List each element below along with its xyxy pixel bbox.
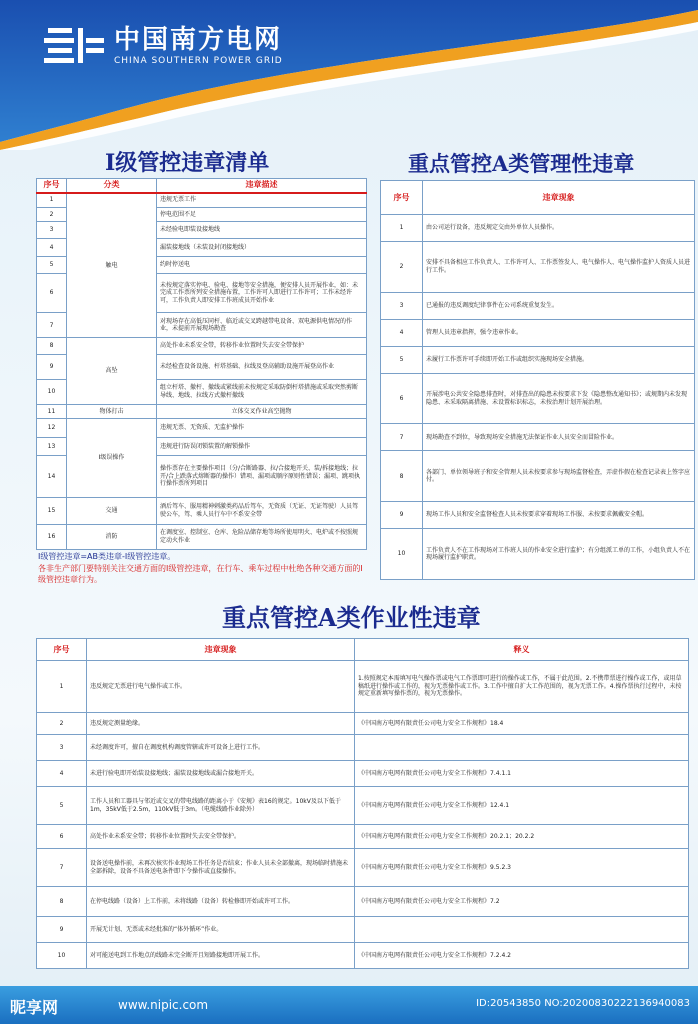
table3-row-explanation: 《中国南方电网有限责任公司电力安全工作规程》12.4.1 — [355, 787, 689, 825]
table2-row-desc: 各部门、单位领导班子和安全管理人员未按要求参与现场监督检查，弄虚作假在检查记录表上签字应付。 — [423, 451, 695, 502]
table3-row-no: 9 — [37, 917, 87, 943]
watermark-url: www.nipic.com — [118, 998, 209, 1012]
table3-header-no: 序号 — [37, 639, 87, 661]
table2-row-desc: 由公司运行设备，违反规定交由外单位人员操作。 — [423, 215, 695, 242]
table1-row-desc: 停电范围不足 — [157, 207, 367, 222]
table3-row-explanation: 《中国南方电网有限责任公司电力安全工作规程》7.4.1.1 — [355, 761, 689, 787]
table3-row-explanation: 《中国南方电网有限责任公司电力安全工作规程》9.5.2.3 — [355, 849, 689, 887]
table3-header-explanation: 释义 — [355, 639, 689, 661]
table1-row-desc: 高处作业未系安全带，转移作业位置时失去安全带保护 — [157, 338, 367, 355]
table1-row-desc: 对现场存在高低压同杆、临近或交叉跨越带电设备、双电源供电情况的作业，未提前开展现场勘查 — [157, 313, 367, 338]
table3-row-desc: 工作人员和工器具与邻近或交叉的带电线路的距离小于《安规》表16的规定。10kV及以下低于1m，35kV低于2.5m，110kV低于3m。（电缆线路作业除外） — [87, 787, 355, 825]
table2-row-desc: 已通报的违反调度纪律事件在公司系统重复发生。 — [423, 292, 695, 319]
table2-row-desc: 未履行工作票许可手续即开始工作或组织实施现场安全措施。 — [423, 346, 695, 373]
table1-row-desc: 在调度室、控制室、仓库、危险品储存地等场所使用明火、电炉或不按照规定动火作业 — [157, 524, 367, 549]
table1-category: 高坠 — [67, 338, 157, 404]
table2-row-no: 4 — [381, 319, 423, 346]
table1-row-no: 5 — [37, 257, 67, 274]
table1-category: 消防 — [67, 524, 157, 549]
table1-row-no: 12 — [37, 419, 67, 438]
table3-row-explanation — [355, 917, 689, 943]
table1-row-no: 13 — [37, 437, 67, 456]
table1-row-desc: 操作票存在主要操作项目（分/合断路器、拉/合接地开关、装/拆接地线；拉开/合上跌落式熔断器的操作）错项、漏项或顺序原则性错误；漏项、跳项执行操作票所列项目 — [157, 456, 367, 498]
table1-row-no: 8 — [37, 338, 67, 355]
table2-row-desc: 现场工作人员和安全监督检查人员未按要求穿着现场工作服、未按要求佩戴安全帽。 — [423, 502, 695, 529]
table1-row-no: 3 — [37, 222, 67, 239]
table3-row-explanation: 《中国南方电网有限责任公司电力安全工作规程》7.2.4.2 — [355, 943, 689, 969]
table2-row-no: 2 — [381, 241, 423, 292]
table3-row-no: 4 — [37, 761, 87, 787]
logo — [42, 24, 283, 68]
table3-row-desc: 设备送电操作前，未再次核实作业现场工作任务是否结束；作业人员未全部撤离，现场临时措施未全部拆除，设备不具备送电条件即下令操作或直接操作。 — [87, 849, 355, 887]
logo-text-cn: 中国南方电网 — [114, 25, 283, 55]
footer-watermark-bar — [0, 986, 698, 1024]
table2-header-phenomenon: 违章现象 — [423, 181, 695, 215]
watermark-logo: 昵享网 — [10, 998, 59, 1017]
table2 — [380, 180, 695, 580]
table3-row-desc: 违反规定无票进行电气操作或工作。 — [87, 661, 355, 713]
table3-row-explanation — [355, 735, 689, 761]
table3-row-explanation: 《中国南方电网有限责任公司电力安全工作规程》18.4 — [355, 713, 689, 735]
table1-row-no: 14 — [37, 456, 67, 498]
table2-row-no: 9 — [381, 502, 423, 529]
table3-row-desc: 在停电线路（设备）上工作前，未将线路（设备）转检修即开始或许可工作。 — [87, 887, 355, 917]
table1-row-no: 9 — [37, 354, 67, 379]
table1-note-2: 各非生产部门要特别关注交通方面的Ⅰ级管控违章，在行车、乘车过程中杜绝各种交通方面的Ⅰ级管控违章行为。 — [38, 564, 363, 584]
table1-title: Ⅰ级管控违章清单 — [105, 150, 270, 176]
table1-row-desc: 未经检查设备设施、杆塔基础、拉线及登高辅助设施开展登高作业 — [157, 354, 367, 379]
table3-row-no: 5 — [37, 787, 87, 825]
logo-text-en: CHINA SOUTHERN POWER GRID — [114, 56, 283, 66]
header-banner — [0, 0, 698, 150]
table1-row-no: 2 — [37, 207, 67, 222]
table2-row-no: 6 — [381, 373, 423, 424]
table1-header-category: 分类 — [67, 179, 157, 193]
table1-row-desc: 漏装接地线（未装设封闭接地线） — [157, 238, 367, 257]
table1-row-desc: 违规无票工作 — [157, 193, 367, 208]
table1-header-description: 违章描述 — [157, 179, 367, 193]
table3-row-no: 8 — [37, 887, 87, 917]
table1-row-no: 7 — [37, 313, 67, 338]
table3-row-desc: 对可能送电到工作地点的线路未完全断开且短路接地即开展工作。 — [87, 943, 355, 969]
table2-row-desc: 开展涉电公共安全隐患排查时，对排查出的隐患未按要求下发《隐患整改通知书》；或规期内未发现隐患、未采取隔离措施、未设置标识标志，未按治理计划开展治理。 — [423, 373, 695, 424]
table2-row-no: 7 — [381, 424, 423, 451]
table3 — [36, 638, 689, 969]
table1-row-desc: 立体交叉作业高空抛物 — [157, 404, 367, 419]
table3-row-explanation: 1.按照规定本需填写电气操作票或电气工作票即可进行的操作或工作，不属于此范围。2.不携带票进行操作或工作，或用草稿纸进行操作或工作的，视为无票操作或工作。3.工作中擅自扩大工作范围的，视为无票工作。4.操作票执行过程中，未按规定重新填写操作票的，视为无票操作。 — [355, 661, 689, 713]
table1-row-no: 1 — [37, 193, 67, 208]
watermark-id: ID:20543850 NO:20200830222136940083 — [476, 998, 690, 1009]
table3-row-desc: 开展无计划、无票或未经批准的“体外循环”作业。 — [87, 917, 355, 943]
table1-row-no: 10 — [37, 379, 67, 404]
table2-row-no: 5 — [381, 346, 423, 373]
table3-title: 重点管控A类作业性违章 — [222, 603, 481, 632]
table2-row-no: 3 — [381, 292, 423, 319]
table3-row-no: 1 — [37, 661, 87, 713]
table3-row-no: 3 — [37, 735, 87, 761]
table2-row-desc: 管理人员违章指挥，强令违章作业。 — [423, 319, 695, 346]
table1-category: Ⅰ级误操作 — [67, 419, 157, 498]
table1-row-desc: 约时停送电 — [157, 257, 367, 274]
table2-row-desc: 工作负责人不在工作现场对工作班人员的作业安全进行监护；有分组派工单的工作，小组负责人不在现场履行监护职责。 — [423, 529, 695, 580]
table2-row-no: 1 — [381, 215, 423, 242]
table2-row-no: 8 — [381, 451, 423, 502]
table1-row-desc: 未按规定落实停电、验电、接地等安全措施，便安排人员开展作业，如：未完成工作票所列安全措施布置，工作许可人即进行工作许可；工作未经许可，工作负责人即安排工作班成员开始作业 — [157, 273, 367, 312]
table1-row-no: 15 — [37, 497, 67, 524]
table1-row-desc: 未经验电即装设接地线 — [157, 222, 367, 239]
table1-row-no: 11 — [37, 404, 67, 419]
table1-header-no: 序号 — [37, 179, 67, 193]
table3-row-desc: 未进行验电即开始装设接地线；漏装设接地线或漏合接地开关。 — [87, 761, 355, 787]
table3-row-desc: 高处作业未系安全带；转移作业位置时失去安全带保护。 — [87, 825, 355, 849]
table2-row-no: 10 — [381, 529, 423, 580]
table2-row-desc: 现场勘查不到位，导致现场安全措施无法保证作业人员安全而冒险作业。 — [423, 424, 695, 451]
table1-row-no: 6 — [37, 273, 67, 312]
table1-row-no: 16 — [37, 524, 67, 549]
table1-row-desc: 违规无票、无资质、无监护操作 — [157, 419, 367, 438]
table1-category: 交通 — [67, 497, 157, 524]
table1-category: 触电 — [67, 193, 157, 338]
table3-row-no: 2 — [37, 713, 87, 735]
table3-row-no: 7 — [37, 849, 87, 887]
table3-row-explanation: 《中国南方电网有限责任公司电力安全工作规程》7.2 — [355, 887, 689, 917]
table1-row-no: 4 — [37, 238, 67, 257]
table3-row-desc: 违反规定测量绝缘。 — [87, 713, 355, 735]
table1-row-desc: 违规进行防误闭锁装置的解锁操作 — [157, 437, 367, 456]
table2-row-desc: 安排不具备相应工作负责人、工作许可人、工作票签发人、电气操作人、电气操作监护人资质人员进行工作。 — [423, 241, 695, 292]
table3-row-desc: 未经调度许可，擅自在调度机构调度管辖或许可设备上进行工作。 — [87, 735, 355, 761]
table1-row-desc: 酒后驾车、服用精神刺激类药品后驾车，无资质（无证、无证驾驶）人员驾驶公车，驾、乘人员行车中不系安全带 — [157, 497, 367, 524]
table3-header-phenomenon: 违章现象 — [87, 639, 355, 661]
table2-header-no: 序号 — [381, 181, 423, 215]
table1-category: 物体打击 — [67, 404, 157, 419]
table3-row-explanation: 《中国南方电网有限责任公司电力安全工作规程》20.2.1；20.2.2 — [355, 825, 689, 849]
csg-logo-icon — [42, 24, 108, 68]
table1-note-1: Ⅰ级管控违章=AB类违章-Ⅰ级管控违章。 — [38, 552, 176, 561]
table1-row-desc: 组立杆塔、撤杆、撤线或紧线前未按规定采取防倒杆塔措施或采取突然剪断导线、地线、拉线方式撤杆撤线 — [157, 379, 367, 404]
table1 — [36, 178, 367, 550]
table2-title: 重点管控A类管理性违章 — [408, 151, 635, 176]
table3-row-no: 6 — [37, 825, 87, 849]
table3-row-no: 10 — [37, 943, 87, 969]
